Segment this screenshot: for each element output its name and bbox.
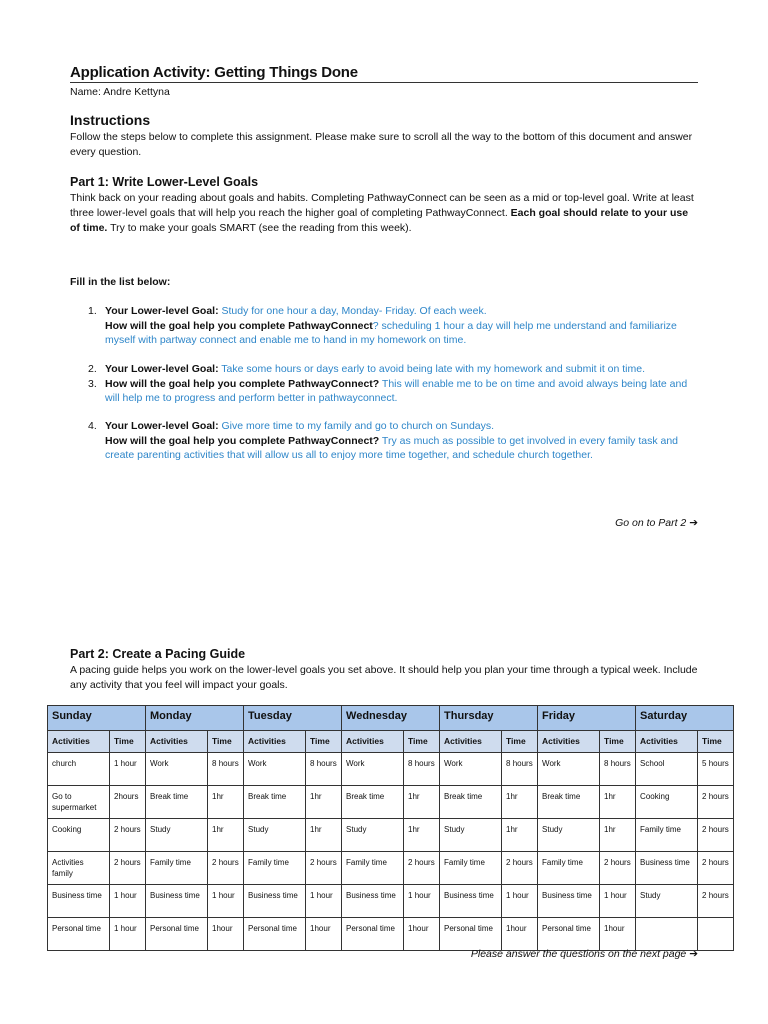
col-time: Time bbox=[600, 731, 636, 753]
activity-cell: Study bbox=[440, 819, 502, 852]
day-header-friday: Friday bbox=[538, 706, 636, 731]
activity-cell: church bbox=[48, 753, 110, 786]
day-header-saturday: Saturday bbox=[636, 706, 734, 731]
time-cell: 1hr bbox=[208, 819, 244, 852]
time-cell: 2 hours bbox=[110, 852, 146, 885]
activity-cell: Break time bbox=[244, 786, 306, 819]
goal-number: 1. bbox=[88, 305, 97, 317]
activity-cell: Go to supermarket bbox=[48, 786, 110, 819]
activity-cell: Personal time bbox=[342, 918, 404, 951]
activity-cell: Family time bbox=[440, 852, 502, 885]
time-cell: 1 hour bbox=[110, 753, 146, 786]
col-time: Time bbox=[404, 731, 440, 753]
table-row bbox=[48, 786, 734, 819]
activity-cell: Family time bbox=[146, 852, 208, 885]
activity-cell: Personal time bbox=[244, 918, 306, 951]
time-cell: 8 hours bbox=[502, 753, 538, 786]
how-answer: ? scheduling 1 hour a day will help me understand and familiarize myself with partway connect and enable me to hand in my homework on time. bbox=[105, 319, 677, 346]
time-cell: 1hr bbox=[404, 819, 440, 852]
how-answer: This will enable me to be on time and avoid always being late and will help me to progress and perform better in pathwayconnect. bbox=[105, 377, 688, 404]
time-cell: 8 hours bbox=[208, 753, 244, 786]
time-cell: 8 hours bbox=[306, 753, 342, 786]
activity-cell: Work bbox=[146, 753, 208, 786]
part2-text: A pacing guide helps you work on the lower-level goals you set above. It should help you plan your time through a typical week. Include any activity that you feel will impact your goals. bbox=[70, 664, 698, 691]
time-cell: 8 hours bbox=[404, 753, 440, 786]
time-cell: 2 hours bbox=[698, 885, 734, 918]
time-cell: 1hr bbox=[600, 786, 636, 819]
time-cell: 2 hours bbox=[698, 786, 734, 819]
time-cell: 1hr bbox=[502, 819, 538, 852]
col-activities: Activities bbox=[636, 731, 698, 753]
col-time: Time bbox=[502, 731, 538, 753]
col-time: Time bbox=[698, 731, 734, 753]
activity-cell: Study bbox=[342, 819, 404, 852]
activity-cell: Business time bbox=[48, 885, 110, 918]
activity-cell: Work bbox=[342, 753, 404, 786]
time-cell: 2 hours bbox=[698, 852, 734, 885]
time-cell: 2 hours bbox=[698, 819, 734, 852]
time-cell: 1 hour bbox=[110, 885, 146, 918]
pacing-guide-table bbox=[47, 705, 734, 951]
table-row bbox=[48, 819, 734, 852]
col-activities: Activities bbox=[146, 731, 208, 753]
goal-answer: Take some hours or days early to avoid being late with my homework and submit it on time. bbox=[218, 363, 646, 375]
activity-cell: Personal time bbox=[440, 918, 502, 951]
goal-number: 3. bbox=[88, 377, 97, 390]
activity-cell: Personal time bbox=[48, 918, 110, 951]
next-page-note: Please answer the questions on the next page ➔ bbox=[470, 948, 698, 960]
activity-cell: Business time bbox=[146, 885, 208, 918]
goal-number: 4. bbox=[88, 420, 97, 432]
time-cell: 2 hours bbox=[208, 852, 244, 885]
time-cell: 1hr bbox=[306, 819, 342, 852]
time-cell: 1hour bbox=[306, 918, 342, 951]
activity-cell: Break time bbox=[146, 786, 208, 819]
activity-cell: Activities family bbox=[48, 852, 110, 885]
activity-cell: Work bbox=[440, 753, 502, 786]
goal-label: Your Lower-level Goal: bbox=[105, 420, 219, 432]
goal-item-1 bbox=[70, 304, 698, 348]
day-header-tuesday: Tuesday bbox=[244, 706, 342, 731]
table-row bbox=[48, 918, 734, 951]
time-cell: 5 hours bbox=[698, 753, 734, 786]
time-cell: 2 hours bbox=[306, 852, 342, 885]
time-cell: 1hour bbox=[404, 918, 440, 951]
activity-cell: Business time bbox=[342, 885, 404, 918]
activity-cell: Family time bbox=[636, 819, 698, 852]
how-label: How will the goal help you complete PathwayConnect bbox=[105, 319, 373, 332]
activity-cell: Break time bbox=[342, 786, 404, 819]
how-label: How will the goal help you complete PathwayConnect? bbox=[105, 434, 380, 447]
col-time: Time bbox=[306, 731, 342, 753]
goal-item-4 bbox=[70, 419, 698, 463]
activity-cell: Study bbox=[636, 885, 698, 918]
time-cell: 2hours bbox=[110, 786, 146, 819]
day-header-monday: Monday bbox=[146, 706, 244, 731]
time-cell: 2 hours bbox=[502, 852, 538, 885]
activity-cell: Work bbox=[538, 753, 600, 786]
student-name: Name: Andre Kettyna bbox=[70, 86, 170, 98]
activity-cell: Study bbox=[244, 819, 306, 852]
activity-cell: Business time bbox=[636, 852, 698, 885]
time-cell: 1hr bbox=[306, 786, 342, 819]
activity-cell: Personal time bbox=[538, 918, 600, 951]
day-header-wednesday: Wednesday bbox=[342, 706, 440, 731]
activity-cell: Family time bbox=[342, 852, 404, 885]
go-on-part2: Go on to Part 2 ➔ bbox=[615, 517, 698, 529]
part2-heading: Part 2: Create a Pacing Guide bbox=[70, 647, 246, 661]
goal-number: 2. bbox=[88, 363, 97, 375]
activity-cell: School bbox=[636, 753, 698, 786]
goal-label: Your Lower-level Goal: bbox=[105, 363, 219, 375]
activity-cell: Business time bbox=[440, 885, 502, 918]
time-cell: 8 hours bbox=[600, 753, 636, 786]
time-cell: 2 hours bbox=[110, 819, 146, 852]
table-row bbox=[48, 852, 734, 885]
table-row bbox=[48, 753, 734, 786]
time-cell: 1 hour bbox=[306, 885, 342, 918]
activity-cell: Work bbox=[244, 753, 306, 786]
activity-cell: Family time bbox=[538, 852, 600, 885]
part1-text-bold: Each goal should relate to your use of time. bbox=[70, 207, 689, 234]
time-cell: 1hr bbox=[502, 786, 538, 819]
fill-in-label: Fill in the list below: bbox=[70, 276, 171, 288]
activity-cell: Break time bbox=[440, 786, 502, 819]
goal-answer: Give more time to my family and go to church on Sundays. bbox=[218, 420, 495, 432]
activity-cell: Family time bbox=[244, 852, 306, 885]
time-cell: 1 hour bbox=[600, 885, 636, 918]
activity-cell: Business time bbox=[538, 885, 600, 918]
day-header-sunday: Sunday bbox=[48, 706, 146, 731]
how-label: How will the goal help you complete PathwayConnect? bbox=[105, 377, 380, 390]
time-cell: 1hr bbox=[600, 819, 636, 852]
time-cell: 2 hours bbox=[600, 852, 636, 885]
part1-text bbox=[70, 191, 698, 236]
time-cell: 1hour bbox=[502, 918, 538, 951]
document-title: Application Activity: Getting Things Done bbox=[70, 64, 698, 83]
how-answer: Try as much as possible to get involved in every family task and create parenting activities that will allow us all to enjoy more time together, and schedule church together. bbox=[105, 434, 679, 461]
activity-cell: Study bbox=[146, 819, 208, 852]
col-activities: Activities bbox=[244, 731, 306, 753]
part1-text-b: Try to make your goals SMART (see the reading from this week). bbox=[107, 222, 412, 234]
instructions-heading: Instructions bbox=[70, 112, 151, 128]
time-cell: 1hour bbox=[600, 918, 636, 951]
activity-cell: Break time bbox=[538, 786, 600, 819]
col-time: Time bbox=[208, 731, 244, 753]
time-cell: 1 hour bbox=[110, 918, 146, 951]
time-cell: 1 hour bbox=[208, 885, 244, 918]
goal-item-2 bbox=[70, 362, 698, 406]
activity-cell bbox=[636, 918, 698, 951]
time-cell: 1hr bbox=[404, 786, 440, 819]
time-cell: 1 hour bbox=[502, 885, 538, 918]
activity-cell: Cooking bbox=[636, 786, 698, 819]
day-header-thursday: Thursday bbox=[440, 706, 538, 731]
instructions-text: Follow the steps below to complete this assignment. Please make sure to scroll all the way to the bottom of this document and answer every question. bbox=[70, 131, 693, 158]
time-cell: 1hour bbox=[208, 918, 244, 951]
col-activities: Activities bbox=[48, 731, 110, 753]
part1-text-a: Think back on your reading about goals and habits. Completing PathwayConnect can be seen as a mid or top-level goal. Write at least three lower-level goals that will help you reach the higher goal of completing PathwayConnect. bbox=[70, 192, 694, 219]
activity-cell: Study bbox=[538, 819, 600, 852]
activity-cell: Cooking bbox=[48, 819, 110, 852]
goal-label: Your Lower-level Goal: bbox=[105, 305, 219, 317]
col-activities: Activities bbox=[342, 731, 404, 753]
time-cell bbox=[698, 918, 734, 951]
goal-answer: Study for one hour a day, Monday- Friday. Of each week. bbox=[218, 305, 487, 317]
activity-cell: Personal time bbox=[146, 918, 208, 951]
col-time: Time bbox=[110, 731, 146, 753]
col-activities: Activities bbox=[440, 731, 502, 753]
time-cell: 1hr bbox=[208, 786, 244, 819]
time-cell: 2 hours bbox=[404, 852, 440, 885]
time-cell: 1 hour bbox=[404, 885, 440, 918]
col-activities: Activities bbox=[538, 731, 600, 753]
activity-cell: Business time bbox=[244, 885, 306, 918]
part1-heading: Part 1: Write Lower-Level Goals bbox=[70, 175, 259, 189]
table-row bbox=[48, 885, 734, 918]
